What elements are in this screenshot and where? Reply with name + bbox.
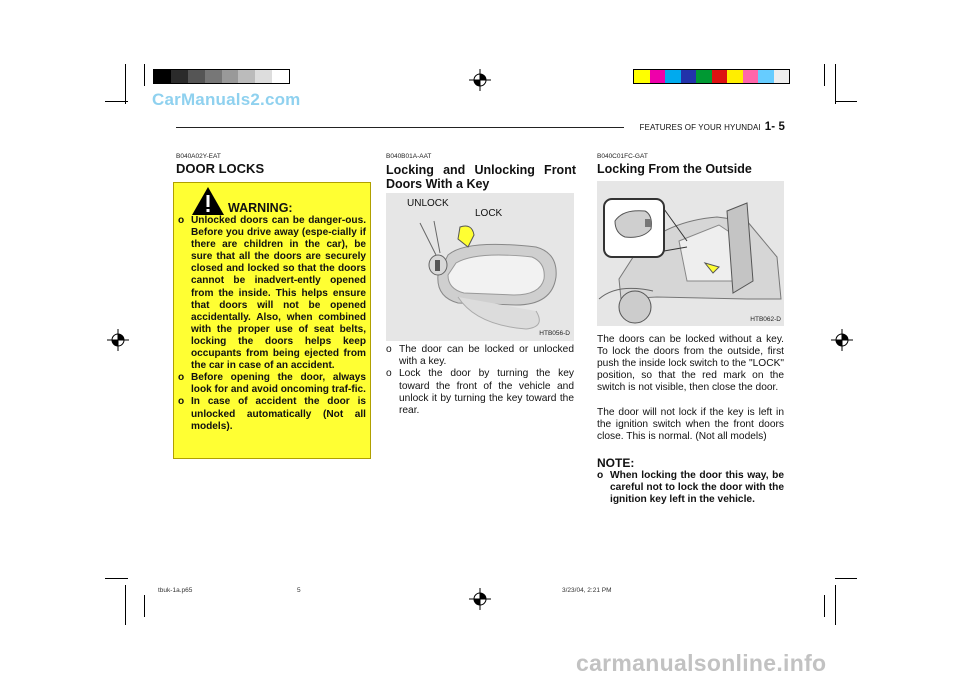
- section-heading: Locking From the Outside: [597, 162, 752, 176]
- registration-mark-icon: [831, 329, 853, 351]
- color-swatch: [681, 70, 697, 83]
- warning-title: WARNING:: [228, 201, 293, 215]
- crop-mark: [835, 578, 857, 579]
- list-item: [597, 470, 784, 507]
- crop-mark: [835, 64, 836, 104]
- body-paragraph: The door will not lock if the key is left in the ignition switch when the front doors close. This is normal. (Not all models): [597, 407, 784, 443]
- bullet: o: [386, 368, 392, 380]
- body-list: [386, 344, 574, 417]
- list-item: [386, 368, 574, 417]
- color-swatch: [696, 70, 712, 83]
- figure-code: HTB062-D: [750, 316, 781, 323]
- section-code: B040A02Y-EAT: [176, 153, 221, 160]
- color-bar-left: [153, 69, 290, 84]
- color-swatch: [743, 70, 759, 83]
- crop-mark: [105, 578, 128, 579]
- color-swatch: [665, 70, 681, 83]
- note-title: NOTE:: [597, 456, 635, 470]
- figure-code: HTB056-D: [539, 330, 570, 337]
- list-item: [386, 344, 574, 368]
- crop-mark: [125, 64, 126, 104]
- registration-mark-icon: [469, 69, 491, 91]
- running-header: [640, 121, 785, 133]
- bullet: o: [386, 344, 392, 355]
- unlock-label: UNLOCK: [407, 198, 449, 209]
- warning-text: Before opening the door, always look for and avoid oncoming traf-fic.: [191, 372, 366, 396]
- crop-mark: [824, 595, 825, 617]
- header-rule: [176, 127, 624, 128]
- footer-date: 3/23/04, 2:21 PM: [562, 587, 612, 594]
- color-swatch: [758, 70, 774, 83]
- bullet: o: [178, 372, 185, 384]
- crop-mark: [835, 585, 836, 625]
- color-swatch: [205, 70, 222, 83]
- bullet: o: [597, 470, 604, 481]
- color-swatch: [774, 70, 790, 83]
- exclamation-triangle-icon: [191, 186, 225, 216]
- color-bar-right: [633, 69, 790, 84]
- color-swatch: [712, 70, 728, 83]
- warning-box: [173, 182, 371, 459]
- color-swatch: [255, 70, 272, 83]
- section-heading: DOOR LOCKS: [176, 161, 265, 176]
- lock-label: LOCK: [475, 208, 503, 219]
- list-text: Lock the door by turning the key toward the front of the vehicle and unlock it by turning the key toward the rear.: [399, 368, 574, 417]
- crop-mark: [144, 64, 145, 86]
- registration-mark-icon: [107, 329, 129, 351]
- color-swatch: [238, 70, 255, 83]
- color-swatch: [222, 70, 239, 83]
- warning-text: In case of accident the door is unlocked automatically (Not all models).: [191, 396, 366, 432]
- watermark-bottom[interactable]: carmanualsonline.info: [576, 650, 827, 676]
- section-code: B040C01FC-GAT: [597, 153, 648, 160]
- crop-mark: [144, 595, 145, 617]
- color-swatch: [154, 70, 171, 83]
- section-heading: Locking and Unlocking Front Doors With a Key: [386, 163, 576, 191]
- list-item: [178, 396, 366, 432]
- registration-mark-icon: [469, 588, 491, 610]
- warning-list: [178, 215, 366, 433]
- color-swatch: [650, 70, 666, 83]
- crop-mark: [105, 101, 128, 102]
- color-swatch: [727, 70, 743, 83]
- key-lock-figure: [386, 193, 574, 341]
- body-paragraph: The doors can be locked without a key. To lock the doors from the outside, first push the inside lock switch to the "LOCK" position, so that the red mark on the switch is not visible, then close the door.: [597, 334, 784, 394]
- section-title: FEATURES OF YOUR HYUNDAI: [639, 123, 761, 132]
- list-item: [178, 215, 366, 372]
- bullet: o: [178, 215, 185, 226]
- door-figure: [597, 181, 784, 326]
- list-item: [178, 372, 366, 396]
- footer-page: 5: [297, 587, 301, 594]
- crop-mark: [824, 64, 825, 86]
- note-list: [597, 470, 784, 507]
- color-swatch: [188, 70, 205, 83]
- warning-text: Unlocked doors can be danger-ous. Before you drive away (espe-cially if there are children in the car), be sure that all the doors are securely closed and locked so that the doors cannot be inadvert-ently opened from the inside. This helps ensure that doors will not be opened accidentally. Also, when combined with the proper use of seat belts, locking the doors helps keep occupants from being ejected from the car in case of an accident.: [191, 215, 366, 372]
- bullet: o: [178, 396, 185, 408]
- page-number: 1- 5: [764, 121, 785, 133]
- color-swatch: [171, 70, 188, 83]
- crop-mark: [835, 101, 857, 102]
- note-text: When locking the door this way, be careful not to lock the door with the ignition key left in the vehicle.: [610, 470, 784, 506]
- section-code: B040B01A-AAT: [386, 153, 432, 160]
- crop-mark: [125, 585, 126, 625]
- color-swatch: [272, 70, 289, 83]
- watermark-top[interactable]: CarManuals2.com: [152, 90, 301, 109]
- door-open-illustration: [597, 181, 784, 326]
- list-text: The door can be locked or unlocked with a key.: [399, 344, 574, 368]
- color-swatch: [634, 70, 650, 83]
- footer-file: tbuk-1a.p65: [158, 587, 193, 594]
